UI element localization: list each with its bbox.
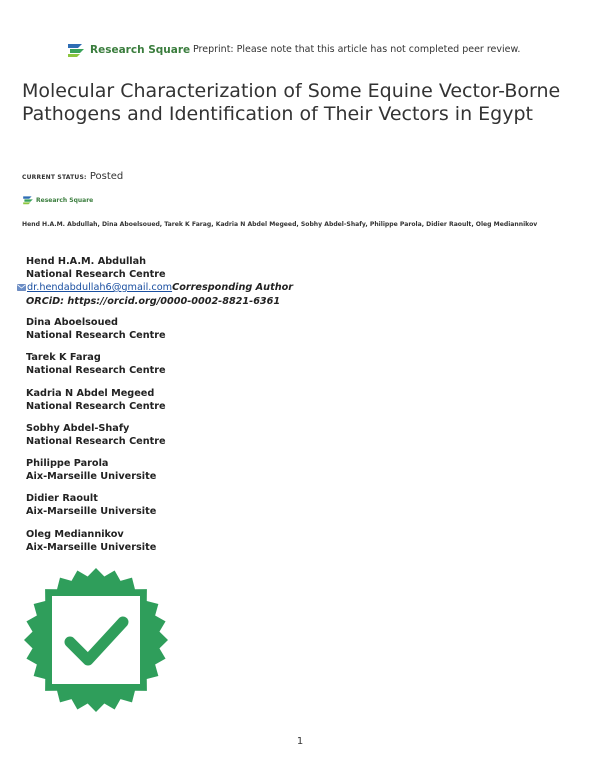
author-affiliation: National Research Centre [26,401,166,412]
author-affiliation: National Research Centre [26,330,166,341]
author-name: Kadria N Abdel Megeed [26,388,155,399]
author-affiliation: Aix-Marseille Universite [26,542,157,553]
author-block [26,492,156,518]
author-name: Hend H.A.M. Abdullah [26,256,147,267]
author-contact [26,281,293,295]
preprint-note: Preprint: Please note that this article has not completed peer review. [193,44,521,55]
author-list: Hend H.A.M. Abdullah, Dina Aboelsoued, Tarek K Farag, Kadria N Abdel Megeed, Sobhy Abdel-Shafy, Philippe Parola, Didier Raoult, Oleg Mediannikov [22,221,538,228]
email-icon [17,282,26,295]
author-name: Didier Raoult [26,493,98,504]
author-name: Oleg Mediannikov [26,529,124,540]
research-square-small-logo [22,195,93,205]
author-name: Sobhy Abdel-Shafy [26,423,130,434]
author-block [26,351,166,377]
author-affiliation: National Research Centre [26,269,166,280]
author-name: Tarek K Farag [26,352,101,363]
article-title: Molecular Characterization of Some Equine Vector-Borne Pathogens and Identification of Their Vectors in Egypt [22,80,561,125]
author-block [26,422,166,448]
author-block [26,316,166,342]
author-affiliation: National Research Centre [26,365,166,376]
author-orcid[interactable]: ORCiD: https://orcid.org/0000-0002-8821-6361 [26,296,281,307]
author-email-link[interactable]: dr.hendabdullah6@gmail.com [27,282,173,293]
status-value: Posted [89,171,124,182]
author-block [26,255,293,308]
author-block [26,457,156,483]
page-number: 1 [296,736,304,747]
research-square-logo[interactable] [66,42,190,58]
corresponding-author-label: Corresponding Author [172,282,294,293]
logo-text: Research Square [90,44,191,56]
author-affiliation: National Research Centre [26,436,166,447]
research-square-logo-icon [66,42,86,58]
author-name: Dina Aboelsoued [26,317,118,328]
author-affiliation: Aix-Marseille Universite [26,471,157,482]
small-logo-text: Research Square [36,196,94,204]
author-affiliation: Aix-Marseille Universite [26,506,157,517]
author-block [26,528,156,554]
research-square-small-logo-icon [22,195,34,205]
author-name: Philippe Parola [26,458,109,469]
status-label: CURRENT STATUS: [22,174,87,181]
posted-check-badge [22,566,170,718]
author-block [26,387,166,413]
current-status [22,171,123,182]
check-badge-icon [22,566,170,714]
